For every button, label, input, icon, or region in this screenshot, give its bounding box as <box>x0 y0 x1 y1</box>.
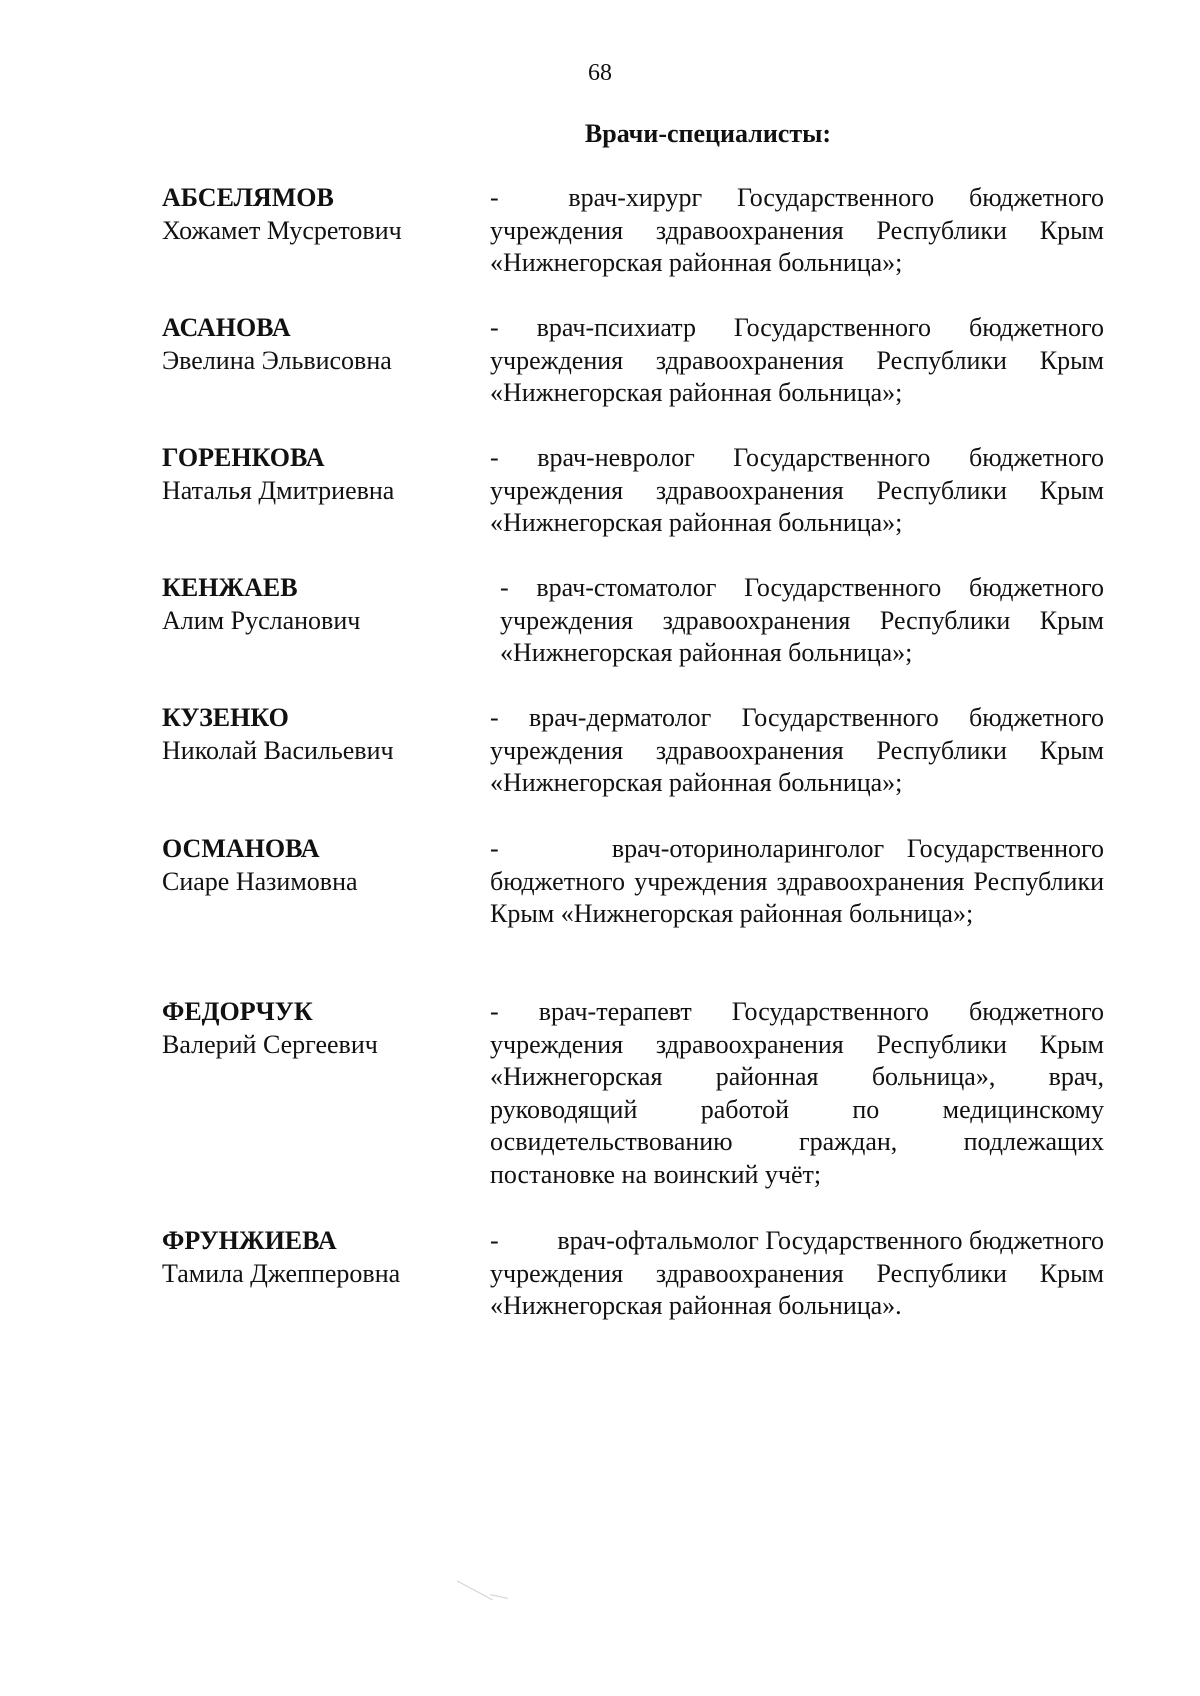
surname: ФРУНЖИЕВА <box>162 1226 337 1255</box>
person-name <box>162 312 462 377</box>
surname: КУЗЕНКО <box>162 703 289 732</box>
position-description: - врач-невролог Государственного бюджетного учреждения здравоохранения Республики Крым «Нижнегорская районная больница»; <box>490 443 1104 537</box>
scan-artifact <box>490 1594 508 1599</box>
surname: АСАНОВА <box>162 313 291 342</box>
position-description: - врач-хирург Государственного бюджетного учреждения здравоохранения Республики Крым «Нижнегорская районная больница»; <box>490 183 1104 277</box>
position-description: - врач-оториноларинголог Государственного бюджетного учреждения здравоохранения Республики Крым «Нижнегорская районная больница»; <box>490 834 1104 928</box>
surname: АБСЕЛЯМОВ <box>162 183 334 212</box>
position-description: - врач-стоматолог Государственного бюджетного учреждения здравоохранения Республики Крым «Нижнегорская районная больница»; <box>500 573 1104 667</box>
given-names: Николай Васильевич <box>162 735 394 765</box>
person-name <box>162 996 462 1061</box>
surname: КЕНЖАЕВ <box>162 573 298 602</box>
surname: ГОРЕНКОВА <box>162 443 325 472</box>
person-name <box>162 182 462 247</box>
position-description: - врач-дерматолог Государственного бюджетного учреждения здравоохранения Республики Крым «Нижнегорская районная больница»; <box>490 703 1104 797</box>
person-name <box>162 442 462 507</box>
given-names: Эвелина Эльвисовна <box>162 345 392 375</box>
surname: ОСМАНОВА <box>162 834 320 863</box>
person-name <box>162 702 462 767</box>
given-names: Алим Русланович <box>162 605 361 635</box>
given-names: Наталья Дмитриевна <box>162 475 395 505</box>
scan-artifact <box>457 1581 493 1601</box>
given-names: Валерий Сергеевич <box>162 1029 378 1059</box>
position-description: - врач-психиатр Государственного бюджетного учреждения здравоохранения Республики Крым «Нижнегорская районная больница»; <box>490 313 1104 407</box>
surname: ФЕДОРЧУК <box>162 997 313 1026</box>
section-heading: Врачи-специалисты: <box>584 119 832 148</box>
position-description: - врач-терапевт Государственного бюджетного учреждения здравоохранения Республики Крым «Нижнегорская районная больница», врач, руководящий работой по медицинскому освидетельствованию граждан, подлежащих постановке на воинский учёт; <box>490 997 1104 1189</box>
page-number: 68 <box>588 60 612 86</box>
given-names: Хожамет Мусретович <box>162 215 402 245</box>
person-name <box>162 1225 462 1290</box>
given-names: Тамила Джепперовна <box>162 1258 401 1288</box>
person-name <box>162 572 462 637</box>
position-description: - врач-офтальмолог Государственного бюджетного учреждения здравоохранения Республики Крым «Нижнегорская районная больница». <box>490 1226 1104 1320</box>
given-names: Сиаре Назимовна <box>162 866 358 896</box>
person-name <box>162 833 462 898</box>
